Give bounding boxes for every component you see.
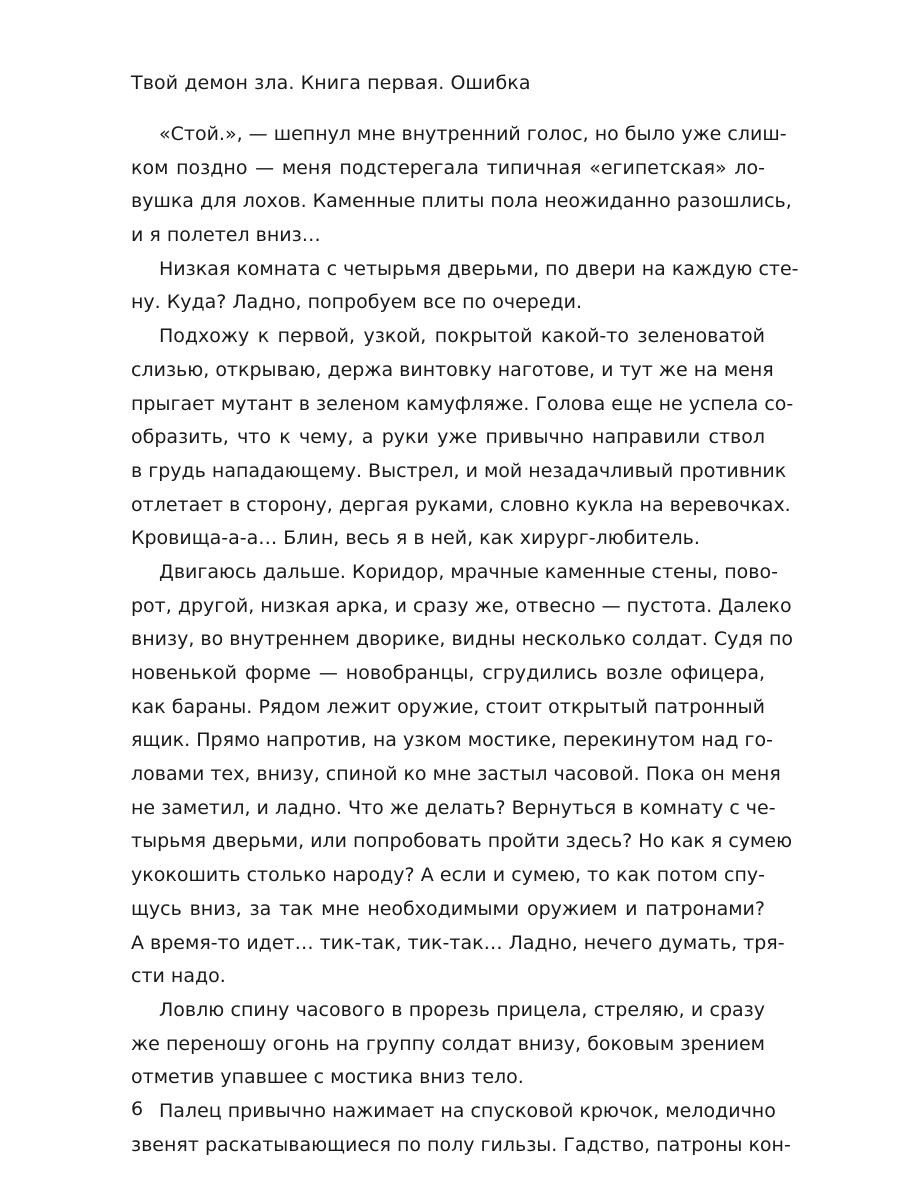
text-line: звенят раскатывающиеся по полу гильзы. Гадство, патроны кон- — [131, 1133, 791, 1156]
text-line: Палец привычно нажимает на спусковой крючок, мелодично — [159, 1099, 776, 1122]
text-line: не заметил, и ладно. Что же делать? Вернуться в комнату с че- — [131, 796, 776, 819]
text-line: вушка для лохов. Каменные плиты пола неожиданно разошлись, — [131, 190, 792, 213]
text-line: рот, другой, низкая арка, и сразу же, отвесно — пустота. Далеко — [131, 594, 792, 617]
body-text — [131, 118, 799, 1162]
text-line: слизью, открываю, держа винтовку наготове, и тут же на меня — [131, 358, 774, 381]
page-number: 6 — [131, 1098, 144, 1120]
text-line: Подхожу к первой, узкой, покрытой какой-то зеленоватой — [159, 325, 765, 348]
text-line: прыгает мутант в зеленом камуфляже. Голова еще не успела со- — [131, 392, 794, 415]
text-line: Кровища-а-а… Блин, весь я в ней, как хирург-любитель. — [131, 527, 700, 550]
text-line: ну. Куда? Ладно, попробуем все по очереди. — [131, 291, 583, 314]
text-line: ловами тех, внизу, спиной ко мне застыл часовой. Пока он меня — [131, 763, 781, 786]
text-line: укокошить столько народу? А если и сумею, то как потом спу- — [131, 864, 765, 887]
text-line: сти надо. — [131, 965, 226, 988]
text-line: же переношу огонь на группу солдат внизу, боковым зрением — [131, 1032, 765, 1055]
text-line: как бараны. Рядом лежит оружие, стоит открытый патронный — [131, 695, 765, 718]
text-line: отлетает в сторону, дергая руками, словно кукла на веревочках. — [131, 493, 791, 516]
text-line: Ловлю спину часового в прорезь прицела, стреляю, и сразу — [159, 998, 765, 1021]
text-line: ком поздно — меня подстерегала типичная «египетская» ло- — [131, 156, 765, 179]
text-line: А время-то идет… тик-так, тик-так… Ладно, нечего думать, тря- — [131, 931, 785, 954]
text-line: в грудь нападающему. Выстрел, и мой незадачливый противник — [131, 459, 787, 482]
text-line: щусь вниз, за так мне необходимыми оружием и патронами? — [131, 897, 765, 920]
text-line: отметив упавшее с мостика вниз тело. — [131, 1066, 524, 1089]
text-line: «Стой.», — шепнул мне внутренний голос, но было уже слиш- — [159, 123, 787, 145]
text-line: Низкая комната с четырьмя дверьми, по двери на каждую сте- — [159, 257, 799, 280]
text-line: образить, что к чему, а руки уже привычно направили ствол — [131, 426, 765, 449]
text-line: новенькой форме — новобранцы, сгрудились возле офицера, — [131, 662, 765, 684]
text-line: внизу, во внутреннем дворике, видны несколько солдат. Судя по — [131, 628, 794, 651]
text-line: ящик. Прямо напротив, на узком мостике, перекинутом над го- — [131, 729, 773, 752]
text-line: Двигаюсь дальше. Коридор, мрачные каменные стены, пово- — [159, 560, 778, 583]
running-head: Твой демон зла. Книга первая. Ошибка — [131, 72, 531, 94]
text-line: тырьмя дверьми, или попробовать пройти здесь? Но как я сумею — [131, 830, 793, 853]
text-line: и я полетел вниз… — [131, 224, 321, 247]
